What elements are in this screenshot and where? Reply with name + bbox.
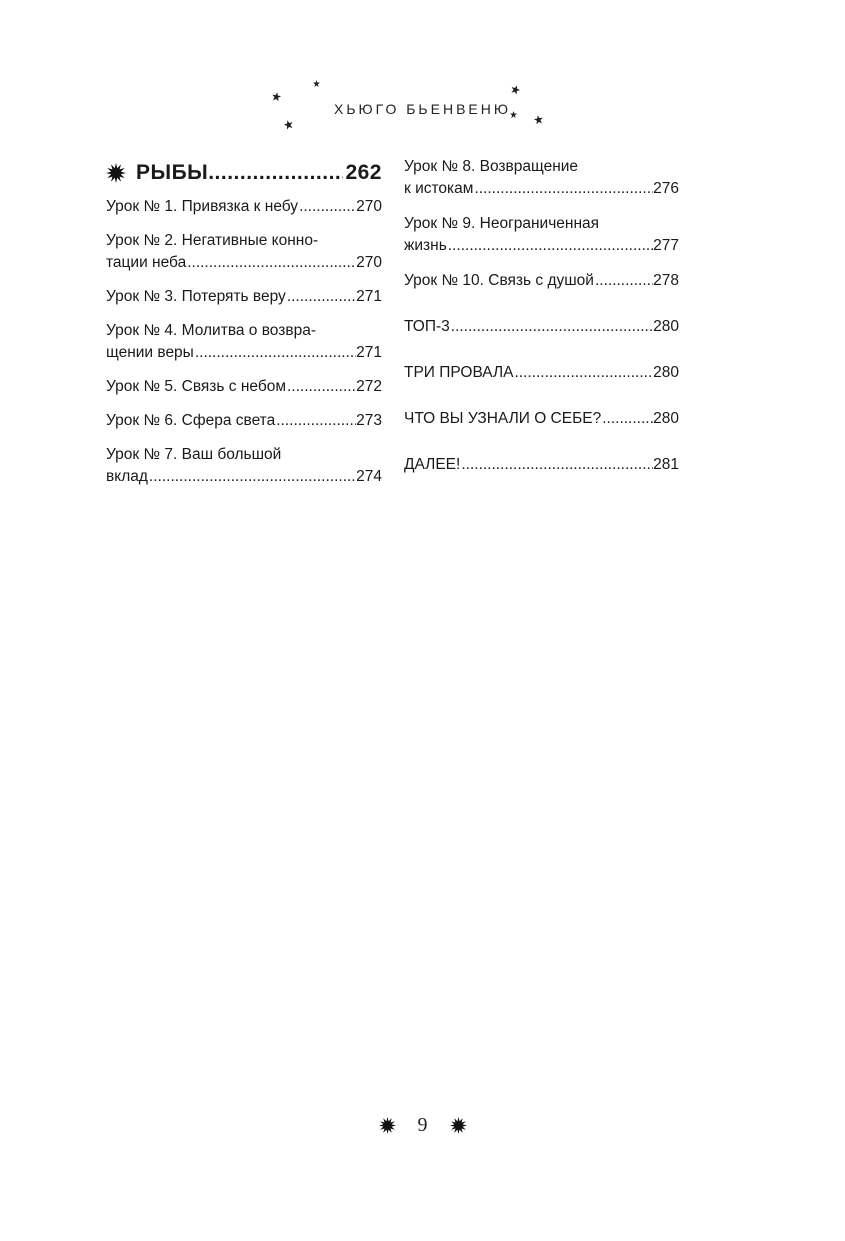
toc-entry-what-you-learned[interactable]: [404, 408, 679, 430]
toc-entry[interactable]: [106, 196, 382, 218]
entry-title: Урок № 6. Сфера света: [106, 412, 276, 429]
leader-dots: [286, 376, 356, 398]
entry-page: 271: [356, 288, 382, 305]
sunburst-icon: [379, 1117, 396, 1134]
entry-page: 280: [653, 364, 679, 381]
entry-title-line1: Урок № 8. Возвращение: [404, 158, 579, 175]
leader-dots: [460, 454, 653, 476]
leader-dots: [513, 362, 653, 384]
leader-dots: [450, 316, 653, 338]
section-title-row[interactable]: [106, 156, 382, 190]
entry-title-line1: Урок № 2. Негативные конно-: [106, 232, 319, 249]
entry-title-line2: к истокам: [404, 180, 474, 197]
entry-page: 270: [356, 254, 382, 271]
entry-title-line2: щении веры: [106, 344, 194, 361]
page-header: [0, 0, 845, 140]
toc-entry-next[interactable]: [404, 454, 679, 476]
entry-title-line2: тации неба: [106, 254, 187, 271]
leader-dots: [601, 408, 653, 430]
section-title: РЫБЫ: [136, 161, 209, 184]
leader-dots: [148, 466, 356, 488]
entry-page: 280: [653, 410, 679, 427]
entry-title-line2: вклад: [106, 468, 148, 485]
toc-entry[interactable]: [106, 320, 382, 364]
toc-entry[interactable]: [106, 286, 382, 308]
toc-left-column: [106, 156, 382, 500]
entry-page: 280: [653, 318, 679, 335]
toc-right-column: [404, 156, 679, 500]
toc-entry[interactable]: [404, 270, 679, 292]
entry-title: ДАЛЕЕ!: [404, 456, 461, 473]
entry-page: 277: [653, 237, 679, 254]
toc-entry-top3[interactable]: [404, 316, 679, 338]
entry-page: 274: [356, 468, 382, 485]
entry-page: 281: [653, 456, 679, 473]
entry-title: ЧТО ВЫ УЗНАЛИ О СЕБЕ?: [404, 410, 602, 427]
section-page: 262: [345, 161, 382, 184]
entry-title: Урок № 1. Привязка к небу: [106, 198, 299, 215]
entry-title-line2: жизнь: [404, 237, 447, 254]
entry-page: 271: [356, 344, 382, 361]
leader-dots: [594, 270, 653, 292]
entry-title-line1: Урок № 4. Молитва о возвра-: [106, 322, 316, 339]
entry-title: Урок № 10. Связь с душой: [404, 272, 594, 289]
leader-dots: [473, 178, 653, 200]
leader-dots: [186, 252, 356, 274]
toc-entry[interactable]: [106, 376, 382, 398]
toc-entry-three-failures[interactable]: [404, 362, 679, 384]
leader-dots: [194, 342, 356, 364]
page-number: 9: [417, 1113, 428, 1136]
entry-page: 270: [356, 198, 382, 215]
leader-dots: [447, 235, 653, 257]
entry-title-line1: Урок № 7. Ваш большой: [106, 446, 282, 463]
entry-page: 276: [653, 180, 679, 197]
toc-entry[interactable]: [106, 410, 382, 432]
sunburst-icon: [450, 1117, 467, 1134]
entry-title: Урок № 3. Потерять веру: [106, 288, 286, 305]
toc-entry[interactable]: [404, 156, 679, 200]
entry-page: 272: [356, 378, 382, 395]
leader-dots: [286, 286, 356, 308]
star-icon: [283, 119, 294, 130]
star-icon: [510, 84, 522, 96]
entry-title-line1: Урок № 9. Неограниченная: [404, 215, 600, 232]
page-footer: [0, 1112, 845, 1138]
entry-title: Урок № 5. Связь с небом: [106, 378, 286, 395]
leader-dots: [275, 410, 356, 432]
entry-page: 278: [653, 272, 679, 289]
leader-dots: [208, 161, 343, 185]
toc-entry[interactable]: [106, 230, 382, 274]
star-icon: [313, 80, 320, 87]
entry-title: ТОП-3: [404, 318, 450, 335]
sunburst-icon: [106, 163, 126, 183]
toc-entry[interactable]: [106, 444, 382, 488]
toc-entry[interactable]: [404, 213, 679, 257]
leader-dots: [298, 196, 356, 218]
entry-page: 273: [356, 412, 382, 429]
running-head: ХЬЮГО БЬЕНВЕНЮ: [334, 101, 511, 117]
entry-title: ТРИ ПРОВАЛА: [404, 364, 514, 381]
